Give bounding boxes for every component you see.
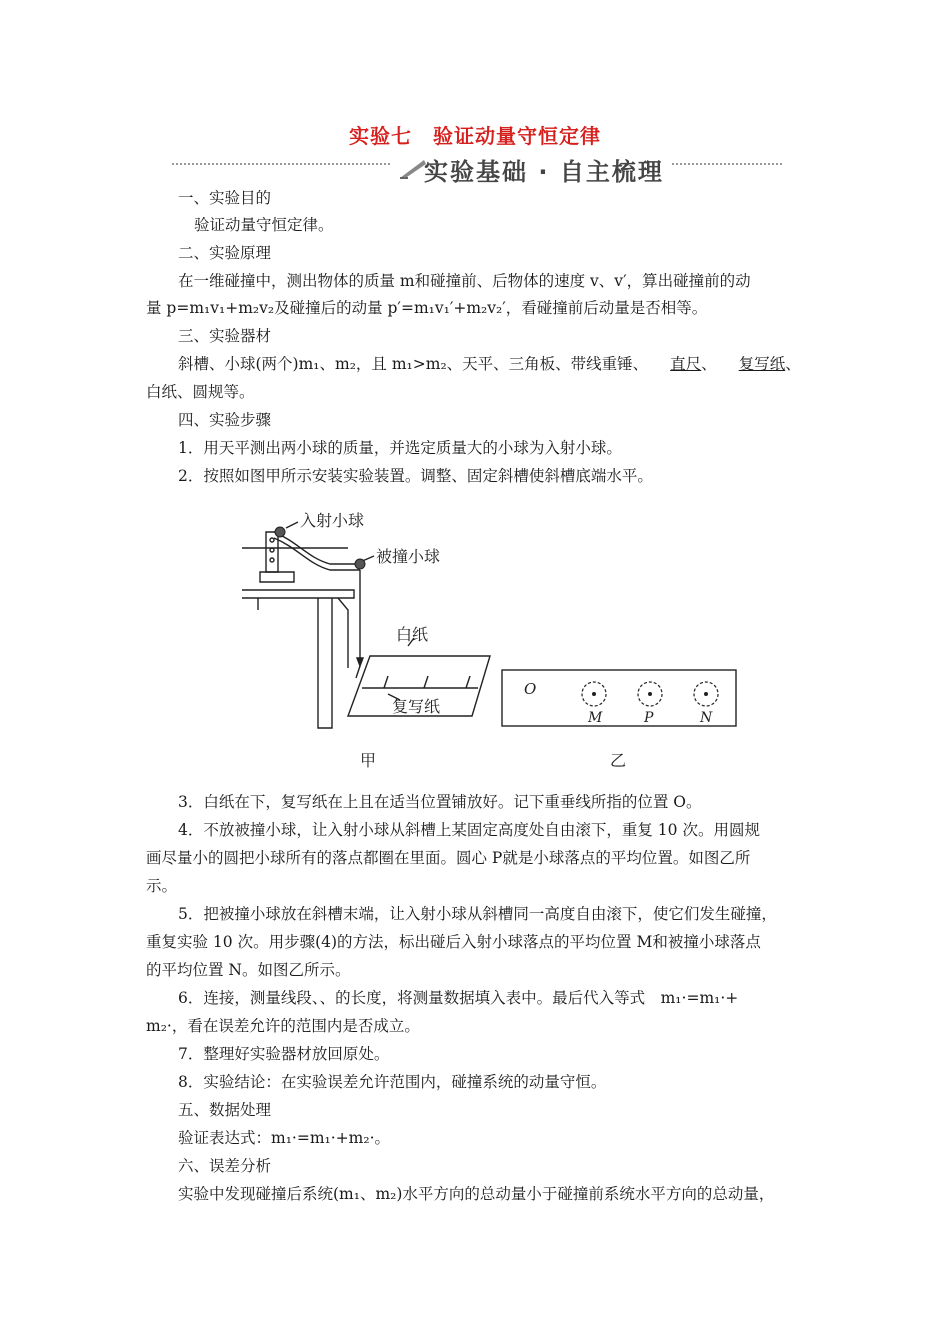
- step-4-line-1: 4．不放被撞小球，让入射小球从斜槽上某固定高度处自由滚下，重复 10 次。用圆规: [178, 821, 760, 839]
- step-6-line-2: m₂·，看在误差允许的范围内是否成立。: [146, 1017, 420, 1035]
- s1-heading: 一、实验目的: [178, 189, 272, 207]
- answer-ruler: 直尺: [670, 355, 702, 373]
- s3-line-2: 白纸、圆规等。: [146, 383, 255, 401]
- label-point-p: P: [644, 710, 654, 726]
- label-incident-ball: 入射小球: [300, 511, 365, 530]
- label-carbon-paper: 复写纸: [392, 697, 441, 716]
- label-target-ball: 被撞小球: [376, 547, 441, 566]
- s4-heading: 四、实验步骤: [178, 411, 272, 429]
- s2-line-2: 量 p=m₁v₁+m₂v₂及碰撞后的动量 p′=m₁v₁′+m₂v₂′，看碰撞前后动量是否相等。: [146, 299, 708, 317]
- label-point-n: N: [700, 710, 713, 726]
- step-4-line-3: 示。: [146, 877, 178, 895]
- step-6-line-1: 6．连接，测量线段、、的长度，将测量数据填入表中。最后代入等式 m₁·=m₁·+: [178, 989, 739, 1007]
- target-ball: [355, 559, 365, 569]
- experiment-figure: [238, 498, 758, 778]
- pen-icon: [398, 154, 428, 180]
- step-7: 7．整理好实验器材放回原处。: [178, 1045, 390, 1063]
- s5-heading: 五、数据处理: [178, 1101, 272, 1119]
- s3-end: 、: [785, 355, 801, 373]
- label-white-paper: 白纸: [396, 625, 429, 644]
- s3-sep: 、: [701, 355, 717, 373]
- step-3: 3．白纸在下，复写纸在上且在适当位置铺放好。记下重垂线所指的位置 O。: [178, 793, 702, 811]
- s1-text: 验证动量守恒定律。: [194, 216, 334, 234]
- step-1: 1．用天平测出两小球的质量，并选定质量大的小球为入射小球。: [178, 439, 622, 457]
- page-title: 实验七 验证动量守恒定律: [349, 124, 601, 148]
- label-point-m: M: [588, 710, 603, 726]
- section-banner: [172, 152, 782, 184]
- s5-text: 验证表达式：m₁·=m₁·+m₂·。: [178, 1129, 390, 1147]
- step-2: 2．按照如图甲所示安装实验装置。调整、固定斜槽使斜槽底端水平。: [178, 467, 653, 485]
- s6-text: 实验中发现碰撞后系统(m₁、m₂)水平方向的总动量小于碰撞前系统水平方向的总动量，: [178, 1185, 775, 1203]
- incident-ball: [275, 527, 285, 537]
- s3-line-1: [178, 354, 801, 374]
- s3-line-1-text: 斜槽、小球(两个)m₁、m₂，且 m₁>m₂、天平、三角板、带线重锤、: [178, 355, 649, 373]
- banner-text: 实验基础 · 自主梳理: [390, 152, 672, 187]
- step-8: 8．实验结论：在实验误差允许范围内，碰撞系统的动量守恒。: [178, 1073, 607, 1091]
- apparatus-diagram: [242, 522, 490, 728]
- caption-b: 乙: [610, 751, 627, 770]
- s2-line-1: 在一维碰撞中，测出物体的质量 m和碰撞前、后物体的速度 v、v′，算出碰撞前的动: [178, 272, 751, 290]
- step-4-line-2: 画尽量小的圆把小球所有的落点都圈在里面。圆心 P就是小球落点的平均位置。如图乙所: [146, 849, 751, 867]
- step-5-line-1: 5．把被撞小球放在斜槽末端，让入射小球从斜槽同一高度自由滚下，使它们发生碰撞，: [178, 905, 777, 923]
- point-m-dot: [592, 692, 596, 696]
- label-point-o: O: [524, 680, 537, 698]
- s2-heading: 二、实验原理: [178, 244, 272, 262]
- point-p-dot: [648, 692, 652, 696]
- step-5-line-3: 的平均位置 N。如图乙所示。: [146, 961, 351, 979]
- caption-a: 甲: [360, 751, 377, 770]
- answer-carbon-paper: 复写纸: [738, 355, 786, 373]
- s3-heading: 三、实验器材: [178, 327, 272, 345]
- point-n-dot: [704, 692, 708, 696]
- s6-heading: 六、误差分析: [178, 1157, 272, 1175]
- step-5-line-2: 重复实验 10 次。用步骤(4)的方法，标出碰后入射小球落点的平均位置 M和被撞小球落点: [146, 933, 761, 951]
